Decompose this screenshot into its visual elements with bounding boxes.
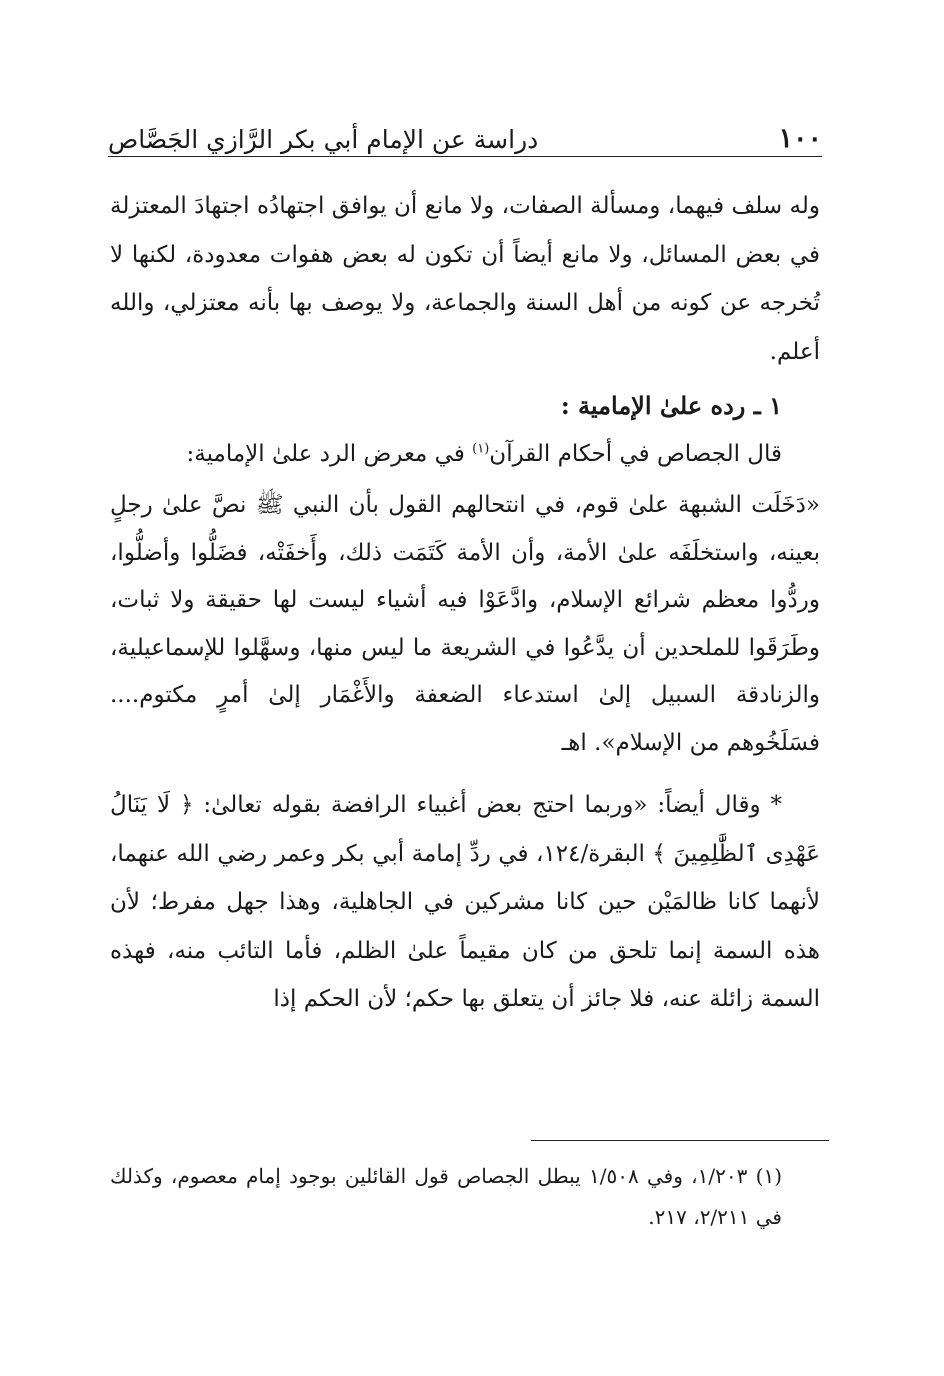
header-divider [108,156,822,157]
intro-text: قال الجصاص في أحكام القرآن [489,441,782,467]
footnote-divider [531,1140,829,1141]
section-heading: ١ ـ رده علىٰ الإمامية : [560,391,782,420]
block-quote: «دَخَلَت الشبهة علىٰ قوم، في انتحالهم القول بأن النبي ﷺ نصَّ علىٰ رجلٍ بعينه، واستخلَفَه علىٰ الأمة، وأن الأمة كَتَمَت ذلك، وأَخفَتْه، فضَلُّوا وأضلُّوا، وردُّوا معظم شرائع الإسلام، وادَّعَوْا فيه أشياء ليست لها حقيقة ولا ثبات، وطَرَقَوا للملحدين أن يدَّعُوا في الشريعة ما ليس منها، وسهَّلوا للإسماعيلية، والزنادقة السبيل إلىٰ استدعاء الضعفة والأَغْمَار إلىٰ أمرٍ مكتوم.... فسَلَخُوهم من الإسلام». اهـ [110,492,820,756]
intro-line [110,430,820,478]
paragraph: * وقال أيضاً: «وربما احتج بعض أغبياء الرافضة بقوله تعالىٰ: ﴿ لَا يَنَالُ عَهْدِى ٱلظَّٰلِمِينَ ﴾ البقرة/١٢٤، في ردِّ إمامة أبي بكر وعمر رضي الله عنهما، لأنهما كانا ظالمَيْن حين كانا مشركين في الجاهلية، وهذا جهل مفرط؛ لأن هذه السمة إنما تلحق من كان مقيماً علىٰ الظلم، فأما التائب منه، فهذه السمة زائلة عنه، فلا جائز أن يتعلق بها حكم؛ لأن الحكم إذا [110,792,820,1012]
running-title: دراسة عن الإمام أبي بكر الرَّازي الجَصَّاص [108,125,539,154]
page-header [108,106,822,154]
page-number: ١٠٠ [778,123,822,154]
main-text [110,182,820,1024]
footnote-reference: (١) [472,441,490,457]
footnotes [110,1156,820,1238]
footnote: (١) ١/٢٠٣، وفي ١/٥٠٨ يبطل الجصاص قول القائلين بوجود إمام معصوم، وكذلك في ٢/٢١١، ٢١٧. [110,1164,782,1229]
paragraph: وله سلف فيهما، ومسألة الصفات، ولا مانع أن يوافق اجتهادُه اجتهادَ المعتزلة في بعض المسائل، ولا مانع أيضاً أن تكون له بعض هفوات معدودة، لكنها لا تُخرجه عن كونه من أهل السنة والجماعة، ولا يوصف بها بأنه معتزلي، والله أعلم. [110,193,820,365]
intro-text-continued: في معرض الرد علىٰ الإمامية: [186,441,473,467]
